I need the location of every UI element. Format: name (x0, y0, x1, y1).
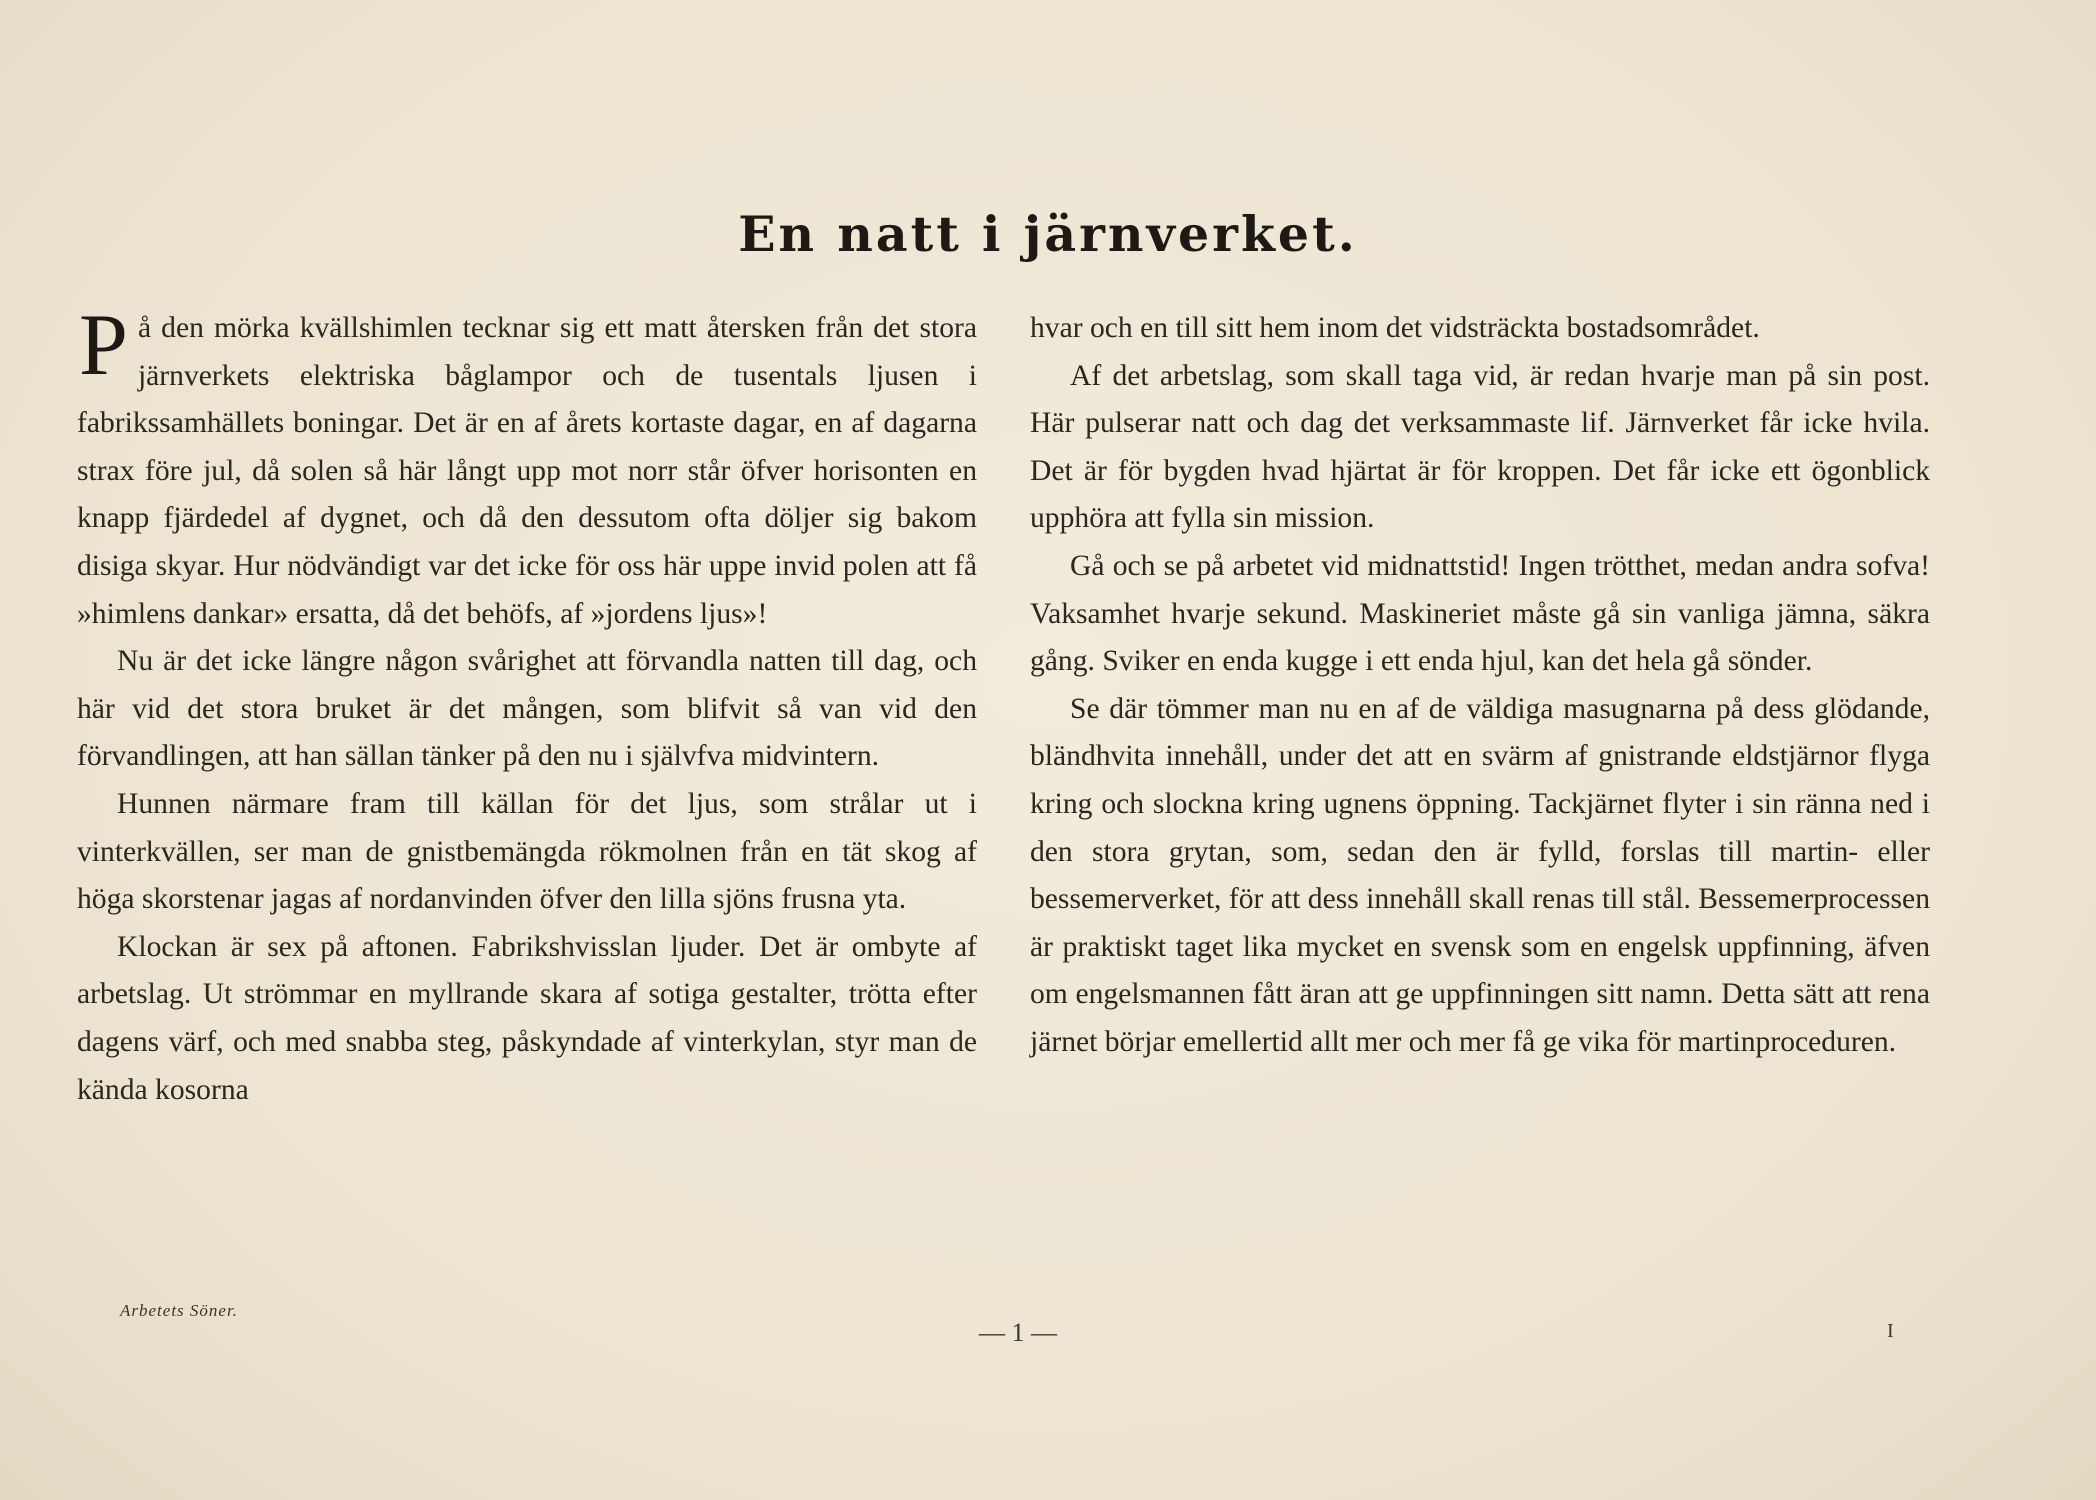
paragraph: Nu är det icke längre någon svårighet att förvandla natten till dag, och här vid det stora bruket är det mången, som blifvit så van vid den förvandlingen, att han sällan tänker på den nu i självfva midvintern. (77, 645, 977, 773)
signature-mark: I (1887, 1320, 1894, 1342)
paragraph: Klockan är sex på aftonen. Fabrikshvisslan ljuder. Det är ombyte af arbetslag. Ut strömmar en myllrande skara af sotiga gestalter, trötta efter dagens värf, och med snabba steg, påskyndade af vinterkylan, styr man de kända kosorna (77, 930, 977, 1106)
paragraph: Gå och se på arbetet vid midnattstid! Ingen trötthet, medan andra sofva! Vaksamhet hvarje sekund. Maskineriet måste gå sin vanliga jämna, säkra gång. Sviker en enda kugge i ett enda hjul, kan det hela gå sönder. (1030, 549, 1930, 678)
drop-cap: P (79, 297, 128, 394)
page-number: — 1 — (979, 1318, 1057, 1347)
paragraph: Hunnen närmare fram till källan för det ljus, som strålar ut i vinterkvällen, ser man de gnistbemängda rökmolnen från en tät skog af höga skorstenar jagas af nordanvinden öfver den lilla sjöns frusna yta. (77, 787, 977, 916)
paragraph: Af det arbetslag, som skall taga vid, är redan hvarje man på sin post. Här pulserar natt och dag det verksammaste lif. Järnverket får icke hvila. Det är för bygden hvad hjärtat är för kroppen. Det får icke ett ögonblick upphöra att fylla sin mission. (1030, 359, 1930, 535)
right-column (1030, 305, 1930, 1067)
paragraph (77, 297, 977, 638)
page-title: En natt i järnverket. (738, 205, 1358, 263)
footer-source-note: Arbetets Söner. (120, 1301, 238, 1320)
paragraph: hvar och en till sitt hem inom det vidsträckta bostadsområdet. (1030, 312, 1760, 344)
paragraph-text: å den mörka kvällshimlen tecknar sig ett matt återsken från det stora järnverkets elektriska båglampor och de tusentals ljusen i fabrikssamhällets boningar. Det är en af årets kortaste dagar, en af dagarna strax före jul, då solen så här långt upp mot norr står öfver horisonten en knapp fjärdedel af dygnet, och då den dessutom ofta döljer sig bakom disiga skyar. Hur nödvändigt var det icke för oss här uppe invid polen att få »himlens dankar» ersatta, då det behöfs, af »jordens ljus»! (77, 312, 977, 630)
left-column (77, 297, 977, 1114)
paragraph: Se där tömmer man nu en af de väldiga masugnarna på dess glödande, bländhvita innehåll, under det att en svärm af gnistrande eldstjärnor flyga kring och slockna kring ugnens öppning. Tackjärnet flyter i sin ränna ned i den stora grytan, som, sedan den är fylld, forslas till martin- eller bessemerverket, för att dess innehåll skall renas till stål. Bessemerprocessen är praktiskt taget lika mycket en svensk som en engelsk uppfinning, äfven om engelsmannen fått äran att ge uppfinningen sitt namn. Detta sätt att rena järnet börjar emellertid allt mer och mer få ge vika för martinproceduren. (1030, 692, 1930, 1058)
